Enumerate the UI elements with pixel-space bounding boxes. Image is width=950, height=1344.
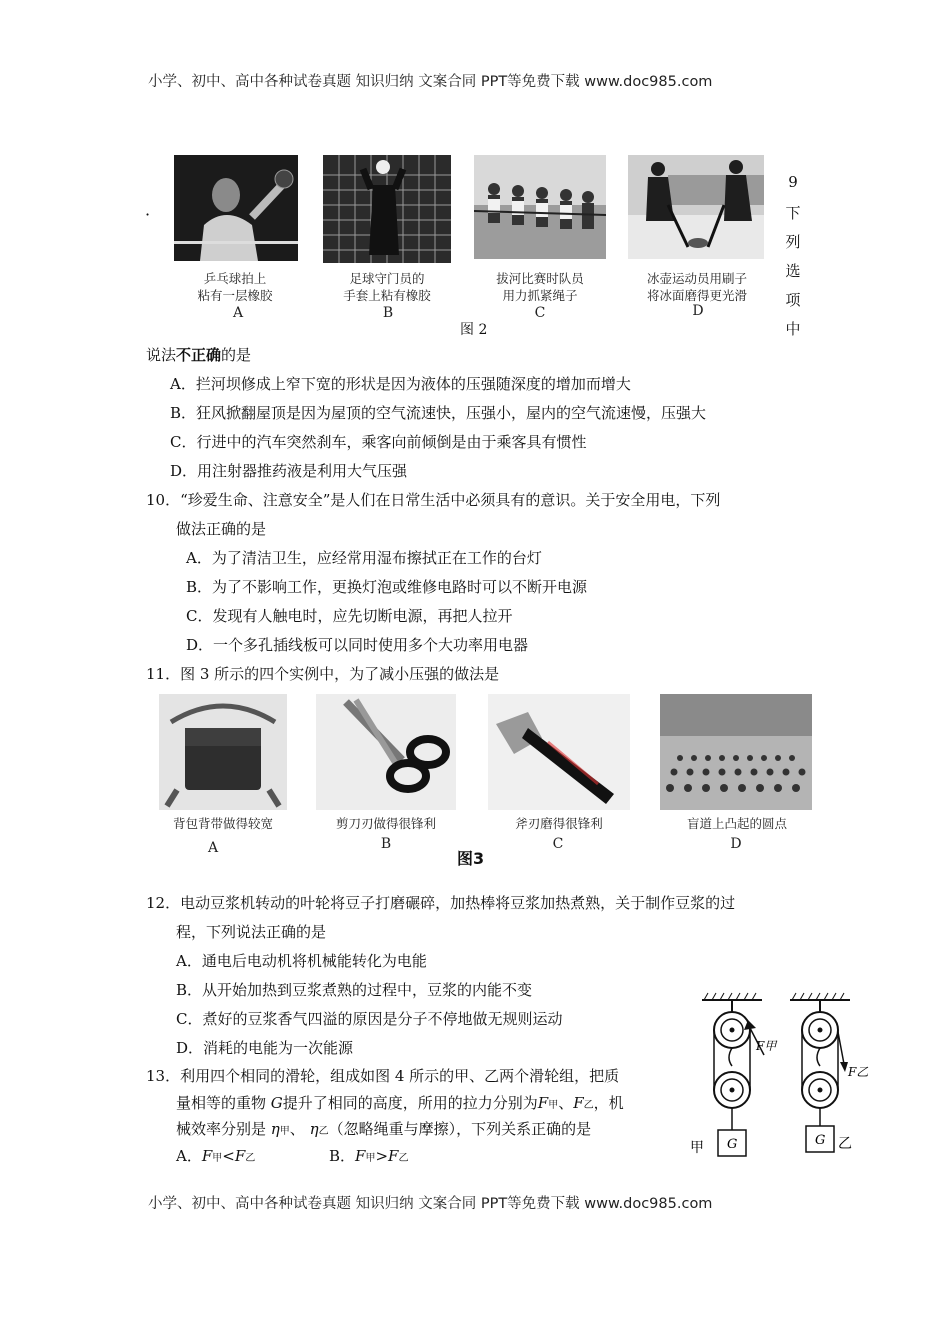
q10-option-b: B．为了不影响工作，更换灯泡或维修电路时可以不断开电源 [186,578,588,596]
fig3-photo-a [159,694,287,810]
q9-option-b: B．狂风掀翻屋顶是因为屋顶的空气流速快，压强小，屋内的空气流速慢，压强大 [170,404,707,422]
fig2-letter-c: C [534,305,546,321]
q12-stem-line2: 程，下列说法正确的是 [176,923,327,941]
q12-option-d: D．消耗的电能为一次能源 [176,1039,354,1057]
q9-vertical-char: 9 [788,173,798,191]
q9-stem: 说法不正确的是 [146,346,252,364]
fig2-photo-d [628,155,764,259]
q13-stem-line2: 量相等的重物 G提升了相同的高度，所用的拉力分别为F甲、F乙，机 [176,1094,624,1112]
q13-option-b: B．F甲>F乙 [329,1147,409,1165]
q9-option-d: D．用注射器推药液是利用大气压强 [170,462,408,480]
q10-option-d: D．一个多孔插线板可以同时使用多个大功率用电器 [186,636,529,654]
q9-vertical-char: 下 [785,204,801,222]
q13-option-a: A．F甲<F乙 [176,1147,256,1165]
q13-stem-line3: 械效率分别是 η甲、 η乙（忽略绳重与摩擦），下列关系正确的是 [176,1120,592,1138]
q12-option-c: C．煮好的豆浆香气四溢的原因是分子不停地做无规则运动 [176,1010,563,1028]
q9-vertical-char: 中 [785,320,801,338]
fig3-photo-c [488,694,630,810]
fig3-photo-b [316,694,456,810]
fig3-letter-a: A [207,840,219,856]
fig4-force-left: F甲 [756,1039,777,1053]
fig4-force-right: F乙 [848,1065,869,1079]
fig3-caption-d: 盲道上凸起的圆点 [686,816,787,831]
fig3-photo-d [660,694,812,810]
fig2-caption-c: 拔河比赛时队员 用力抓紧绳子 [496,271,584,303]
fig2-letter-d: D [692,303,704,319]
q10-option-a: A．为了清洁卫生，应经常用湿布擦拭正在工作的台灯 [186,549,542,567]
fig2-letter-a: A [232,305,244,321]
q9-option-a: A．拦河坝修成上窄下宽的形状是因为液体的压强随深度的增加而增大 [170,375,631,393]
page-header: 小学、初中、高中各种试卷真题 知识归纳 文案合同 PPT等免费下载 www.doc985.com [148,74,713,90]
fig2-title: 图 2 [460,322,488,338]
fig3-letter-c: C [552,836,564,852]
q10-stem-line1: 10．“珍爱生命、注意安全”是人们在日常生活中必须具有的意识。关于安全用电，下列 [146,491,721,509]
page-footer: 小学、初中、高中各种试卷真题 知识归纳 文案合同 PPT等免费下载 www.doc985.com [148,1196,713,1212]
q9-vertical-char: 选 [785,262,801,280]
fig3-letter-b: B [380,836,392,852]
q11-stem: 11．图 3 所示的四个实例中，为了减小压强的做法是 [146,665,500,683]
q12-option-a: A．通电后电动机将机械能转化为电能 [176,952,427,970]
fig2-caption-d: 冰壶运动员用刷子 将冰面磨得更光滑 [646,271,747,303]
fig2-photo-a [174,155,298,261]
fig2-caption-a: 乒乓球拍上 粘有一层橡胶 [197,271,273,303]
q9-vertical-char: 项 [785,291,801,309]
fig2-letter-b: B [382,305,394,321]
q10-stem-line2: 做法正确的是 [176,520,267,538]
fig3-title: 图3 [457,849,485,868]
fig3-caption-a: 背包背带做得较宽 [172,816,273,831]
fig4-weight-right: G [815,1133,826,1148]
q9-vertical-char: 列 [785,233,801,251]
fig2-photo-c [474,155,606,259]
q13-stem-line1: 13．利用四个相同的滑轮，组成如图 4 所示的甲、乙两个滑轮组，把质 [146,1067,620,1085]
fig4-label-right: 乙 [838,1136,852,1152]
stray-dot: · [145,205,151,224]
q12-stem-line1: 12．电动豆浆机转动的叶轮将豆子打磨碾碎，加热棒将豆浆加热煮熟，关于制作豆浆的过 [146,894,736,912]
q10-option-c: C．发现有人触电时，应先切断电源，再把人拉开 [186,607,513,625]
fig4-weight-left: G [727,1137,738,1152]
q12-option-b: B．从开始加热到豆浆煮熟的过程中，豆浆的内能不变 [176,981,533,999]
fig3-caption-c: 斧刃磨得很锋利 [515,816,603,831]
fig2-photo-b [323,155,451,263]
q9-option-c: C．行进中的汽车突然刹车，乘客向前倾倒是由于乘客具有惯性 [170,433,587,451]
fig4-pulley-diagram [682,990,882,1170]
fig3-letter-d: D [730,836,742,852]
fig4-label-left: 甲 [690,1140,704,1156]
fig2-caption-b: 足球守门员的 手套上粘有橡胶 [343,271,431,303]
fig3-caption-b: 剪刀刃做得很锋利 [335,816,436,831]
